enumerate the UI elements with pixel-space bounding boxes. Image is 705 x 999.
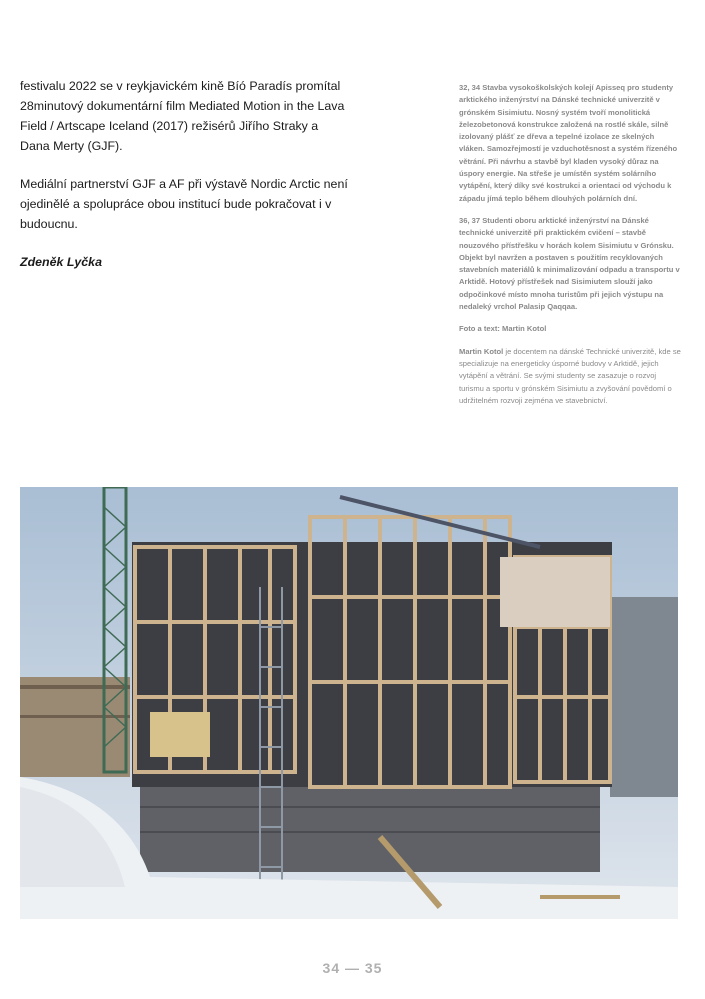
main-paragraph-2: Mediální partnerství GJF a AF při výstavě Nordic Arctic není ojedinělé a spolupráce obou institucí bude pokračovat i v budoucnu. xyxy=(20,177,348,231)
main-text-column xyxy=(20,76,350,290)
photo-caption-32-34: 32, 34 Stavba vysokoškolských kolejí Apisseq pro studenty arktického inženýrství na Dánské technické univerzitě v grónském Sisimiutu. Nosný systém tvoří monolitická železobetonová konstrukce založená na rostlé skále, silně izolovaný plášť ze dřeva a tepelné izolace ze skelných vláken. Samozřejmostí je vzduchotěsnost a systém řízeného větrání. Při návrhu a stavbě byl kladen vysoký důraz na úspory energie. Na střeše je umístěn systém solárního vytápění, který díky své kostrukci a orientaci od východu k západu jímá teplo během dlouhých polárních dní. xyxy=(459,83,678,203)
photo-caption-36-37: 36, 37 Studenti oboru arktické inženýrství na Dánské technické univerzitě při praktickém cvičení – stavbě nouzového přístřešku v horách kolem Sisimiutu v Grónsku. Objekt byl navržen a postaven s použitím recyklovaných stavebních materiálů k minimalizování odpadu a transportu v Arktidě. Hotový přístřešek nad Sisimiutem slouží jako odpočinkové místo mnoha turistům při jejich výstupu na nedaleký vrchol Palasip Qaqqaa. xyxy=(459,215,680,312)
background-hill xyxy=(610,597,678,797)
author-bio-text: je docentem na dánské Technické univerzitě, kde se specializuje na energeticky úsporné budovy v Arktidě, jejich vytápění a větrání. Se svými studenty se zasazuje o rozvoj turismu a sportu v grónském Sisimiutu a zvyšování povědomí o udržitelném rozvoji zejména ve stavebnictví. xyxy=(459,346,681,405)
caption-column xyxy=(459,82,681,417)
concrete-base xyxy=(140,787,600,872)
photo-credit: Foto a text: Martin Kotol xyxy=(459,324,547,334)
timber-stack xyxy=(150,712,210,757)
main-paragraph-1: festivalu 2022 se v reykjavickém kině Bíó Paradís promítal 28minutový dokumentární film Mediated Motion in the Lava Field / Artscape Iceland (2017) režisérů Jiřího Straky a Dana Merty (GJF). xyxy=(20,79,345,153)
sheathed-facade xyxy=(500,557,610,627)
author-bio xyxy=(459,346,681,407)
page-number: 34 — 35 xyxy=(322,960,383,976)
author-bio-name: Martin Kotol xyxy=(459,346,504,356)
building-structure xyxy=(132,497,612,872)
dormitory-construction-illustration xyxy=(20,487,678,919)
neighbour-building xyxy=(20,677,130,777)
author-signature: Zdeněk Lyčka xyxy=(20,255,102,269)
construction-site-photo xyxy=(20,487,678,919)
